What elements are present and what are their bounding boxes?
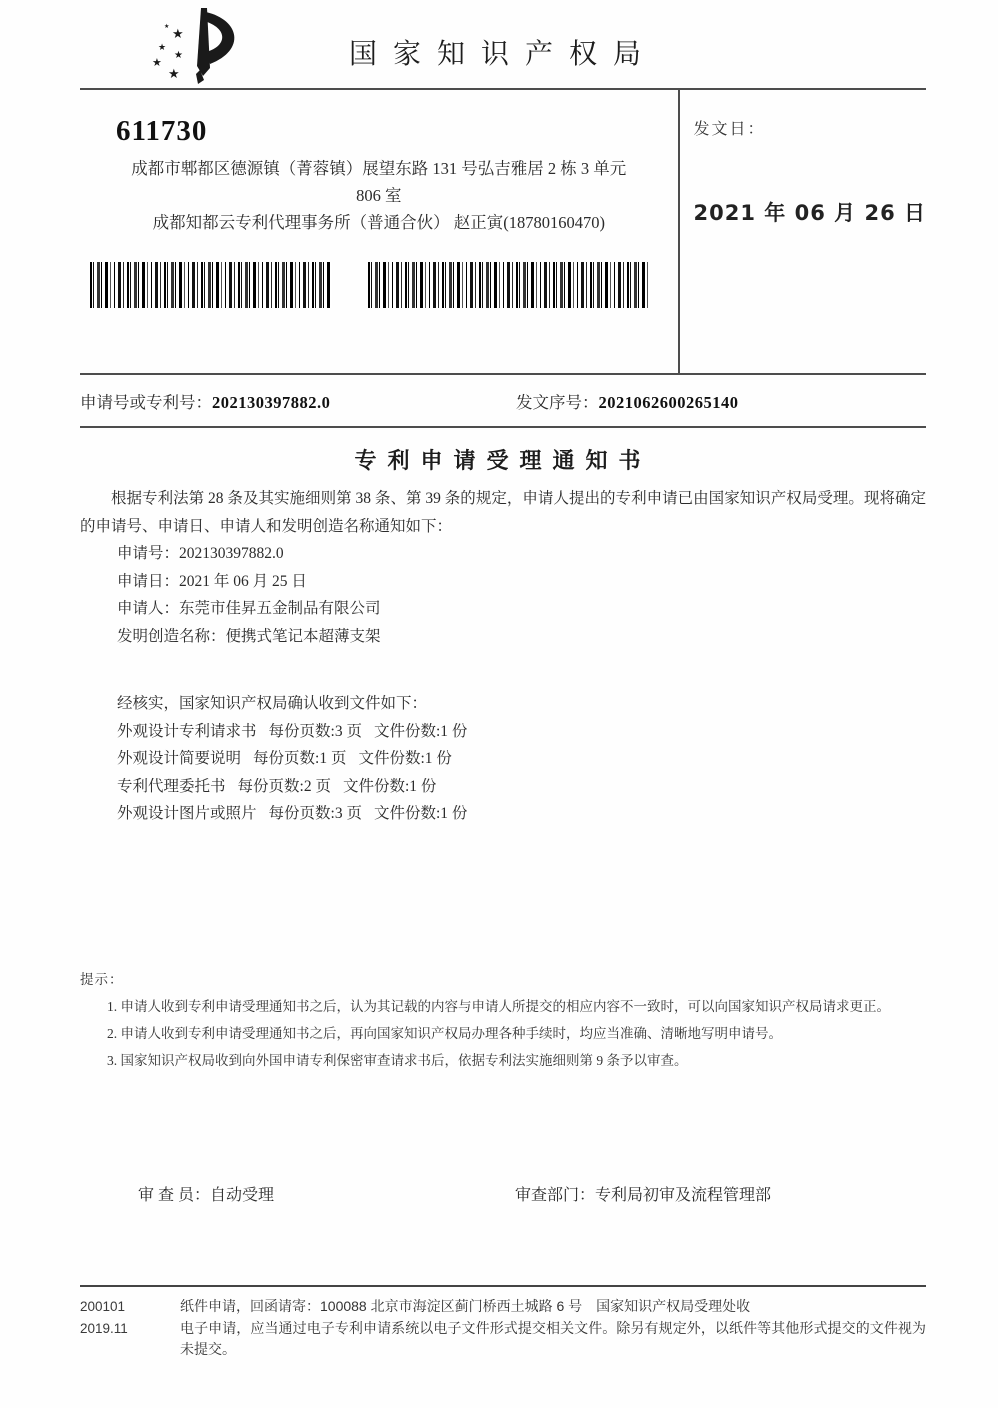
application-number (80, 389, 516, 426)
address-line-1: 成都市郫都区德源镇（菁蓉镇）展望东路 131 号弘吉雅居 2 栋 3 单元 (131, 159, 627, 178)
document-name: 外观设计专利请求书 (117, 722, 257, 740)
svg-text:★: ★ (158, 42, 167, 52)
agency-contact-line: 成都知都云专利代理事务所（普通合伙） 赵正寅(18780160470) (152, 213, 605, 232)
document-row (80, 773, 926, 801)
footer-instructions (180, 1296, 926, 1361)
document-row (80, 745, 926, 773)
recipient-block (80, 90, 678, 373)
intro-paragraph: 根据专利法第 28 条及其实施细则第 38 条、第 39 条的规定，申请人提出的专利申请已由国家知识产权局受理。现将确定的申请号、申请日、申请人和发明创造名称通知如下： (80, 490, 926, 535)
document-copies: 文件份数:1 份 (358, 750, 452, 767)
serial-number-value: 2021062600265140 (598, 393, 739, 412)
field-value: 202130397882.0 (179, 545, 284, 562)
department (450, 1182, 926, 1205)
form-code-block (80, 1296, 180, 1361)
department-value: 专利局初审及流程管理部 (595, 1186, 772, 1204)
barcode-row (80, 262, 678, 308)
issue-date-label: 发文日： (693, 121, 766, 138)
issue-date-box (678, 90, 926, 373)
tip-item-1: 1. 申请人收到专利申请受理通知书之后，认为其记载的内容与申请人所提交的相应内容不一致时，可以向国家知识产权局请求更正。 (107, 998, 890, 1014)
barcode-application (90, 262, 332, 308)
svg-text:★: ★ (152, 57, 162, 69)
tip-item-3: 3. 国家知识产权局收到向外国申请专利保密审查请求书后，依据专利法实施细则第 9 条予以审查。 (107, 1052, 688, 1068)
serial-number-label: 发文序号： (516, 393, 599, 412)
document-name: 外观设计简要说明 (117, 750, 242, 767)
document-row (80, 800, 926, 828)
tip-item-2: 2. 申请人收到专利申请受理通知书之后，再向国家知识产权局办理各种手续时，均应当准确、清晰地写明申请号。 (107, 1025, 782, 1041)
tips-heading: 提示： (80, 971, 124, 987)
field-label: 发明创造名称： (117, 627, 226, 645)
document-copies: 文件份数:1 份 (373, 722, 468, 740)
document-pages: 每份页数:3 页 (268, 805, 362, 822)
svg-text:★: ★ (168, 66, 180, 81)
agency-title: 国家知识产权局 (348, 39, 657, 70)
address-line-2: 806 室 (356, 186, 402, 205)
svg-text:★: ★ (164, 24, 170, 30)
postal-code: 611730 (116, 115, 208, 147)
field-applicant (80, 595, 926, 623)
tips-section (80, 966, 926, 1074)
footer-line-paper: 纸件申请，回函请寄：100088 北京市海淀区蓟门桥西土城路 6 号 国家知识产权局受理处收 (180, 1298, 751, 1314)
form-code: 200101 (80, 1299, 126, 1314)
field-label: 申请日： (117, 572, 180, 590)
confirm-line: 经核实，国家知识产权局确认收到文件如下： (117, 695, 428, 712)
document-copies: 文件份数:1 份 (342, 777, 437, 795)
field-label: 申请号： (117, 545, 180, 562)
spacer (80, 650, 926, 690)
footer-line-electronic: 电子申请，应当通过电子专利申请系统以电子文件形式提交相关文件。除另有规定外，以纸件等其他形式提交的文件视为未提交。 (180, 1319, 926, 1357)
svg-text:★: ★ (172, 26, 184, 41)
signoff-row (80, 1182, 926, 1205)
numbers-row (80, 375, 926, 428)
document-name: 专利代理委托书 (117, 777, 226, 795)
form-date: 2019.11 (80, 1320, 128, 1336)
department-label: 审查部门： (515, 1186, 596, 1204)
examiner (80, 1182, 450, 1205)
application-number-label: 申请号或专利号： (80, 393, 212, 412)
notice-body (80, 444, 926, 1205)
examiner-label: 审 查 员： (138, 1186, 211, 1204)
document-pages: 每份页数:3 页 (268, 722, 362, 740)
barcode-serial (368, 262, 650, 308)
serial-number (516, 389, 926, 426)
field-application-date (80, 568, 926, 596)
field-value: 东莞市佳昇五金制品有限公司 (179, 600, 381, 617)
address-and-date-section (80, 90, 926, 375)
field-application-number (80, 540, 926, 568)
recipient-address (80, 155, 678, 236)
application-number-value: 202130397882.0 (212, 393, 331, 412)
document-name: 外观设计图片或照片 (117, 805, 257, 822)
document-header (80, 0, 926, 90)
document-pages: 每份页数:1 页 (253, 750, 347, 767)
field-label: 申请人： (117, 600, 180, 617)
document-copies: 文件份数:1 份 (373, 805, 468, 822)
issue-date-value: 2021 年 06 月 26 日 (693, 201, 926, 225)
document-pages: 每份页数:2 页 (237, 777, 331, 795)
document-footer (80, 1285, 926, 1361)
examiner-value: 自动受理 (210, 1186, 275, 1204)
field-value: 便携式笔记本超薄支架 (225, 627, 381, 645)
field-invention-title (80, 623, 926, 651)
document-row (80, 718, 926, 746)
svg-text:★: ★ (174, 50, 183, 61)
notice-title: 专利申请受理通知书 (354, 448, 652, 473)
field-value: 2021 年 06 月 25 日 (179, 572, 307, 590)
